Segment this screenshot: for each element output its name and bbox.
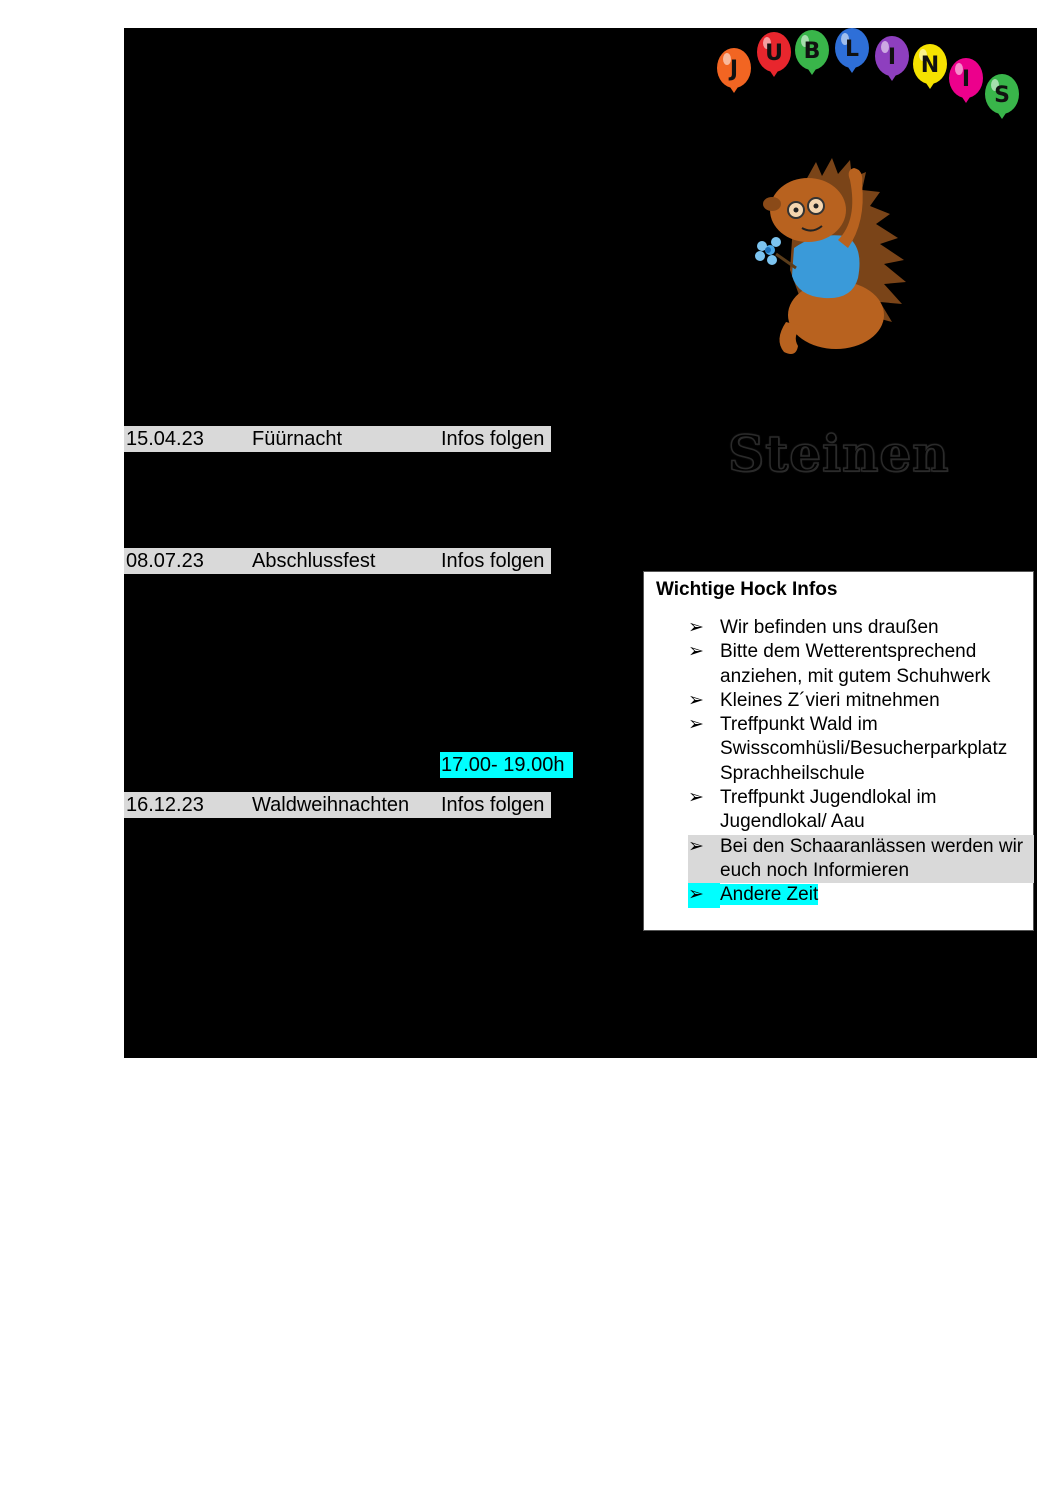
schedule-row-3 [124, 792, 551, 818]
leg-shape [779, 322, 802, 354]
balloon-letter-text: S [994, 83, 1010, 108]
balloon-letter-l-3 [835, 28, 869, 73]
schedule-info: Infos folgen [441, 550, 545, 572]
schedule-date: 08.07.23 [126, 550, 204, 572]
eye-right [814, 204, 819, 209]
balloon-letter-text: I [887, 45, 897, 70]
schedule-date: 16.12.23 [126, 794, 204, 816]
ear-shape [763, 197, 781, 211]
info-box [643, 571, 1034, 931]
balloon-letter-text: B [803, 39, 821, 64]
arrow-bullet-icon: ➢ [688, 883, 720, 907]
info-box-title: Wichtige Hock Infos [656, 579, 838, 600]
balloon-letter-s-7 [985, 74, 1019, 119]
jublinis-balloon-logo [712, 26, 1024, 126]
special-time-row [440, 752, 573, 778]
flower-icon [755, 237, 781, 265]
arrow-bullet-icon: ➢ [688, 787, 704, 809]
schedule-row-2 [124, 548, 551, 574]
arrow-bullet-icon: ➢ [688, 835, 704, 857]
list-item: ➢ Treffpunkt Jugendlokal im Jugendlokal/ Aau [688, 787, 937, 833]
schedule-event: Füürnacht [252, 428, 343, 450]
balloon-letter-j-0 [717, 48, 751, 93]
schedule-event: Waldweihnachten [252, 794, 410, 816]
special-time: 17.00- 19.00h [440, 752, 573, 778]
hedgehog-mascot-illustration [746, 150, 926, 365]
info-list [688, 616, 1028, 908]
balloon-letter-text: N [920, 53, 940, 78]
balloon-letter-i-6 [949, 58, 983, 103]
list-item: ➢ Bei den Schaaranlässen werden wir euch noch Informieren [688, 835, 1034, 884]
schedule-info: Infos folgen [441, 794, 545, 816]
place-name-title: Steinen [728, 424, 950, 483]
list-item: ➢ Wir befinden uns draußen [688, 616, 1028, 640]
balloon-letter-i-4 [875, 36, 909, 81]
schedule-date: 15.04.23 [126, 428, 204, 450]
schedule-info: Infos folgen [441, 428, 545, 450]
balloon-letter-b-2 [795, 30, 829, 75]
arrow-bullet-icon: ➢ [688, 641, 704, 663]
list-item: ➢ Andere Zeit [688, 883, 1028, 907]
arrow-bullet-icon: ➢ [688, 617, 704, 638]
arrow-bullet-icon: ➢ [688, 714, 704, 736]
eye-left [794, 208, 799, 213]
balloon-letter-text: I [961, 67, 971, 92]
balloon-letter-text: J [729, 57, 739, 82]
balloon-letter-n-5 [913, 44, 947, 89]
schedule-row-1 [124, 426, 551, 452]
balloon-letter-u-1 [757, 32, 791, 77]
balloon-letter-text: U [765, 41, 783, 66]
list-item: ➢ Bitte dem Wetterentsprechend anziehen, mit gutem Schuhwerk [688, 641, 991, 687]
list-item: ➢ Treffpunkt Wald im Swisscomhüsli/Besucherparkplatz Sprachheilschule [688, 714, 1008, 784]
list-item: ➢ Kleines Z´vieri mitnehmen [688, 689, 1028, 713]
balloon-letter-text: L [844, 37, 860, 62]
arrow-bullet-icon: ➢ [688, 689, 704, 711]
schedule-event: Abschlussfest [252, 550, 376, 572]
